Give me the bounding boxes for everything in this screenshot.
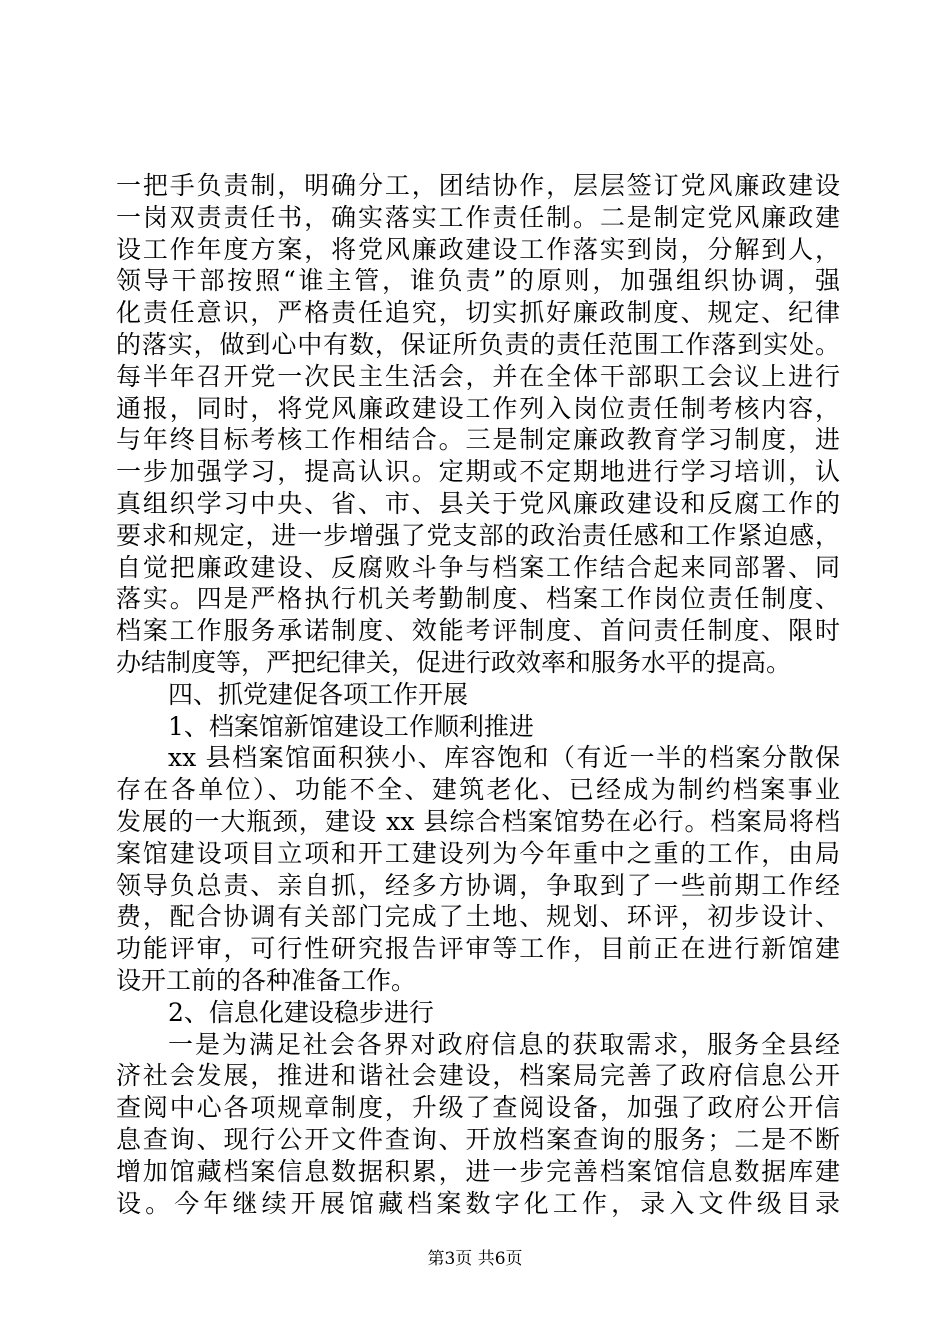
text-line: 每半年召开党一次民主生活会，并在全体干部职工会议上进行 xyxy=(116,361,840,391)
text-line: 费，配合协调有关部门完成了土地、规划、环评，初步设计、 xyxy=(116,902,840,932)
text-line: 档案工作服务承诺制度、效能考评制度、首问责任制度、限时 xyxy=(116,616,840,646)
text-line: 的落实，做到心中有数，保证所负责的责任范围工作落到实处。 xyxy=(116,329,840,359)
text-line: 与年终目标考核工作相结合。三是制定廉政教育学习制度，进 xyxy=(116,425,840,455)
text-line: 办结制度等，严把纪律关，促进行政效率和服务水平的提高。 xyxy=(116,647,792,677)
text-line: 一步加强学习，提高认识。定期或不定期地进行学习培训，认 xyxy=(116,457,840,487)
text-line: 案馆建设项目立项和开工建设列为今年重中之重的工作，由局 xyxy=(116,838,840,868)
subsection-heading: 1、档案馆新馆建设工作顺利推进 xyxy=(168,711,534,741)
text-line: 息查询、现行公开文件查询、开放档案查询的服务；二是不断 xyxy=(116,1124,840,1154)
text-line: 真组织学习中央、省、市、县关于党风廉政建设和反腐工作的 xyxy=(116,488,840,518)
text-line: 自觉把廉政建设、反腐败斗争与档案工作结合起来同部署、同 xyxy=(116,552,840,582)
text-line: 一把手负责制，明确分工，团结协作，层层签订党风廉政建设 xyxy=(116,171,840,200)
text-line: 功能评审，可行性研究报告评审等工作，目前正在进行新馆建 xyxy=(116,934,840,964)
text-line: 增加馆藏档案信息数据积累，进一步完善档案馆信息数据库建 xyxy=(116,1156,840,1186)
text-line: 存在各单位）、功能不全、建筑老化、已经成为制约档案事业 xyxy=(116,775,840,805)
text-line: xx 县档案馆面积狭小、库容饱和（有近一半的档案分散保 xyxy=(168,743,840,773)
document-body xyxy=(116,170,840,1219)
text-line: 发展的一大瓶颈，建设 xx 县综合档案馆势在必行。档案局将档 xyxy=(116,806,840,836)
text-line: 要求和规定，进一步增强了党支部的政治责任感和工作紧迫感， xyxy=(116,520,840,550)
text-line: 设工作年度方案，将党风廉政建设工作落实到岗，分解到人， xyxy=(116,234,840,264)
text-line: 领导负总责、亲自抓，经多方协调，争取到了一些前期工作经 xyxy=(116,870,840,900)
page-number: 第3页 共6页 xyxy=(427,1249,523,1269)
text-line: 一是为满足社会各界对政府信息的获取需求，服务全县经 xyxy=(168,1029,840,1059)
text-line: 济社会发展，推进和谐社会建设，档案局完善了政府信息公开 xyxy=(116,1061,840,1091)
text-line: 通报，同时，将党风廉政建设工作列入岗位责任制考核内容， xyxy=(116,393,840,423)
text-line: 落实。四是严格执行机关考勤制度、档案工作岗位责任制度、 xyxy=(116,584,840,614)
page-footer xyxy=(0,1244,950,1269)
text-line: 查阅中心各项规章制度，升级了查阅设备，加强了政府公开信 xyxy=(116,1093,840,1123)
text-line: 设。今年继续开展馆藏档案数字化工作，录入文件级目录 xyxy=(116,1188,840,1218)
text-line: 领导干部按照“谁主管，谁负责”的原则，加强组织协调，强 xyxy=(116,266,840,296)
text-line: 一岗双责责任书，确实落实工作责任制。二是制定党风廉政建 xyxy=(116,202,840,232)
text-line: 设开工前的各种准备工作。 xyxy=(116,965,417,995)
text-line: 化责任意识，严格责任追究，切实抓好廉政制度、规定、纪律 xyxy=(116,298,840,328)
section-heading: 四、抓党建促各项工作开展 xyxy=(168,679,469,709)
subsection-heading: 2、信息化建设稳步进行 xyxy=(168,997,434,1027)
